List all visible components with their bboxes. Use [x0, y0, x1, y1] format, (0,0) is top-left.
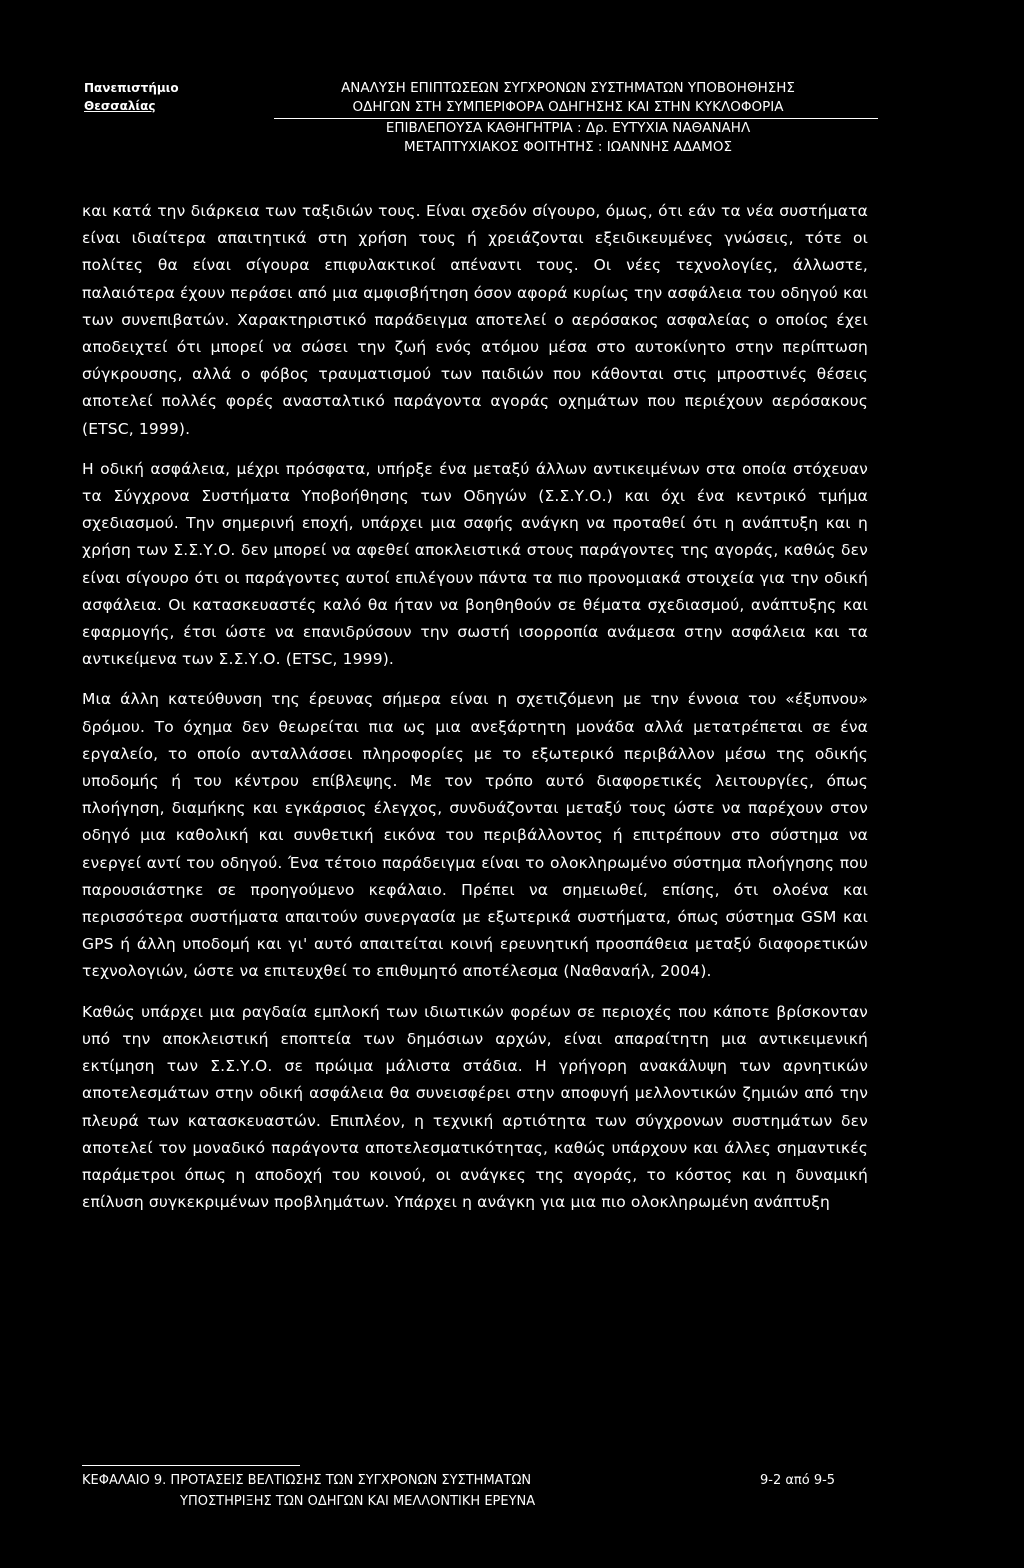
paragraph: Μια άλλη κατεύθυνση της έρευνας σήμερα είναι η σχετιζόμενη με την έννοια του «έξυπνου» δρόμου. Το όχημα δεν θεωρείται πια ως μια ανεξάρτητη μονάδα αλλά μετατρέπεται σε ένα εργαλείο, το οποίο ανταλλάσσει πληροφορίες με το εξωτερικό περιβάλλον μέσω της οδικής υποδομής ή του κέντρου επίβλεψης. Με τον τρόπο αυτό διαφορετικές λειτουργίες, όπως πλοήγηση, διαμήκης και εγκάρσιος έλεγχος, συνδυάζονται μεταξύ τους ώστε να παρέχουν στον οδηγό μια καθολική και συνθετική εικόνα του περιβάλλοντος ή επιτρέπουν στο σύστημα να ενεργεί αντί του οδηγού. Ένα τέτοιο παράδειγμα είναι το ολοκληρωμένο σύστημα πλοήγησης που παρουσιάστηκε σε προηγούμενο κεφάλαιο. Πρέπει να σημειωθεί, επίσης, ότι ολοένα και περισσότερα συστήματα απαιτούν συνεργασία με εξωτερικά συστήματα, όπως σύστημα GSM και GPS ή άλλη υποδομή και γι' αυτό απαιτείται κοινή ερευνητική προσπάθεια μεταξύ διαφορετικών τεχνολογιών, ώστε να επιτευχθεί το επιθυμητό αποτέλεσμα (Ναθαναήλ, 2004). — [82, 690, 868, 981]
page-number: 9-2 από 9-5 — [760, 1473, 836, 1488]
page-footer — [0, 1465, 1024, 1515]
paragraph: Η οδική ασφάλεια, μέχρι πρόσφατα, υπήρξε ένα μεταξύ άλλων αντικειμένων στα οποία στόχευαν τα Σύγχρονα Συστήματα Υποβοήθησης των Οδηγών (Σ.Σ.Υ.Ο.) και όχι ένα κεντρικό τμήμα σχεδιασμού. Την σημερινή εποχή, υπάρχει μια σαφής ανάγκη να προταθεί ότι η ανάπτυξη και η χρήση των Σ.Σ.Υ.Ο. δεν μπορεί να αφεθεί αποκλειστικά στους παράγοντες της αγοράς, καθώς δεν είναι σίγουρο ότι οι παράγοντες αυτοί επιλέγουν πάντα τα πιο προνομιακά στοιχεία για την οδική ασφάλεια. Οι κατασκευαστές καλό θα ήταν να βοηθηθούν σε θέματα σχεδιασμού, ανάπτυξης και εφαρμογής, έτσι ώστε να επανιδρύσουν την σωστή ισορροπία ανάμεσα στην ασφάλεια και τα αντικείμενα των Σ.Σ.Υ.Ο. (ETSC, 1999). — [82, 459, 868, 669]
footer-rule — [82, 1465, 300, 1466]
footer-chapter-line-1: ΚΕΦΑΛΑΙΟ 9. ΠΡΟΤΑΣΕΙΣ ΒΕΛΤΙΩΣΗΣ ΤΩΝ ΣΥΓΧΡΟΝΩΝ ΣΥΣΤΗΜΑΤΩΝ — [82, 1473, 532, 1488]
paragraph: Καθώς υπάρχει μια ραγδαία εμπλοκή των ιδιωτικών φορέων σε περιοχές που κάποτε βρίσκονταν υπό την αποκλειστική εποπτεία των δημόσιων αρχών, είναι απαραίτητη μια αντικειμενική εκτίμηση των Σ.Σ.Υ.Ο. σε πρώιμα μάλιστα στάδια. Η γρήγορη ανακάλυψη των αρνητικών αποτελεσμάτων στην οδική ασφάλεια θα συνεισφέρει στην αποφυγή μελλοντικών ζημιών από την πλευρά των κατασκευαστών. Επιπλέον, η τεχνική αρτιότητα των σύγχρονων συστημάτων δεν αποτελεί τον μοναδικό παράγοντα αποτελεσματικότητας, καθώς υπάρχουν και άλλες σημαντικές παράμετροι όπως η αποδοχή του κοινού, οι ανάγκες της αγοράς, το κόστος και η δυναμική επίλυση συγκεκριμένων προβλημάτων. Υπάρχει η ανάγκη για μια πιο ολοκληρωμένη ανάπτυξη — [82, 1002, 868, 1212]
paragraph: και κατά την διάρκεια των ταξιδιών τους. Είναι σχεδόν σίγουρο, όμως, ότι εάν τα νέα συστήματα είναι ιδιαίτερα απαιτητικά στη χρήση τους ή χρειάζονται εξειδικευμένες γνώσεις, τότε οι πολίτες θα είναι σίγουρα επιφυλακτικοί απέναντι τους. Οι νέες τεχνολογίες, άλλωστε, παλαιότερα έχουν περάσει από μια αμφισβήτηση όσον αφορά κυρίως την ασφάλεια του οδηγού και των συνεπιβατών. Χαρακτηριστικό παράδειγμα αποτελεί ο αερόσακος ασφαλείας ο οποίος έχει αποδειχτεί ότι μπορεί να σώσει την ζωή ενός ατόμου μέσα στο αυτοκίνητο στην περίπτωση σύγκρουσης, αλλά ο φόβος τραυματισμού των παιδιών που κάθονται στις μπροστινές θέσεις αποτελεί πολλές φορές ανασταλτικό παράγοντα αγοράς οχημάτων που περιέχουν αερόσακους (ETSC, 1999). — [82, 202, 868, 438]
document-body — [82, 198, 868, 1229]
header-student: ΜΕΤΑΠΤΥΧΙΑΚΟΣ ΦΟΙΤΗΤΗΣ : ΙΩΑΝΝΗΣ ΑΔΑΜΟΣ — [404, 139, 732, 155]
logo-line-2: Θεσσαλίας — [84, 99, 156, 113]
university-logo — [84, 79, 194, 115]
header-title-line-2: ΟΔΗΓΩΝ ΣΤΗ ΣΥΜΠΕΡΙΦΟΡΑ ΟΔΗΓΗΣΗΣ ΚΑΙ ΣΤΗΝ ΚΥΚΛΟΦΟΡΙΑ — [352, 99, 784, 115]
logo-line-1: Πανεπιστήμιο — [84, 81, 179, 95]
header-supervisor: ΕΠΙΒΛΕΠΟΥΣΑ ΚΑΘΗΓΗΤΡΙΑ : Δρ. ΕΥΤΥΧΙΑ ΝΑΘΑΝΑΗΛ — [385, 120, 751, 136]
page-header — [0, 0, 1024, 170]
header-title-block — [258, 79, 878, 157]
header-title-line-1: ΑΝΑΛΥΣΗ ΕΠΙΠΤΩΣΕΩΝ ΣΥΓΧΡΟΝΩΝ ΣΥΣΤΗΜΑΤΩΝ ΥΠΟΒΟΗΘΗΣΗΣ — [341, 80, 795, 96]
footer-chapter-line-2: ΥΠΟΣΤΗΡΙΞΗΣ ΤΩΝ ΟΔΗΓΩΝ ΚΑΙ ΜΕΛΛΟΝΤΙΚΗ ΕΡΕΥΝΑ — [180, 1494, 536, 1509]
